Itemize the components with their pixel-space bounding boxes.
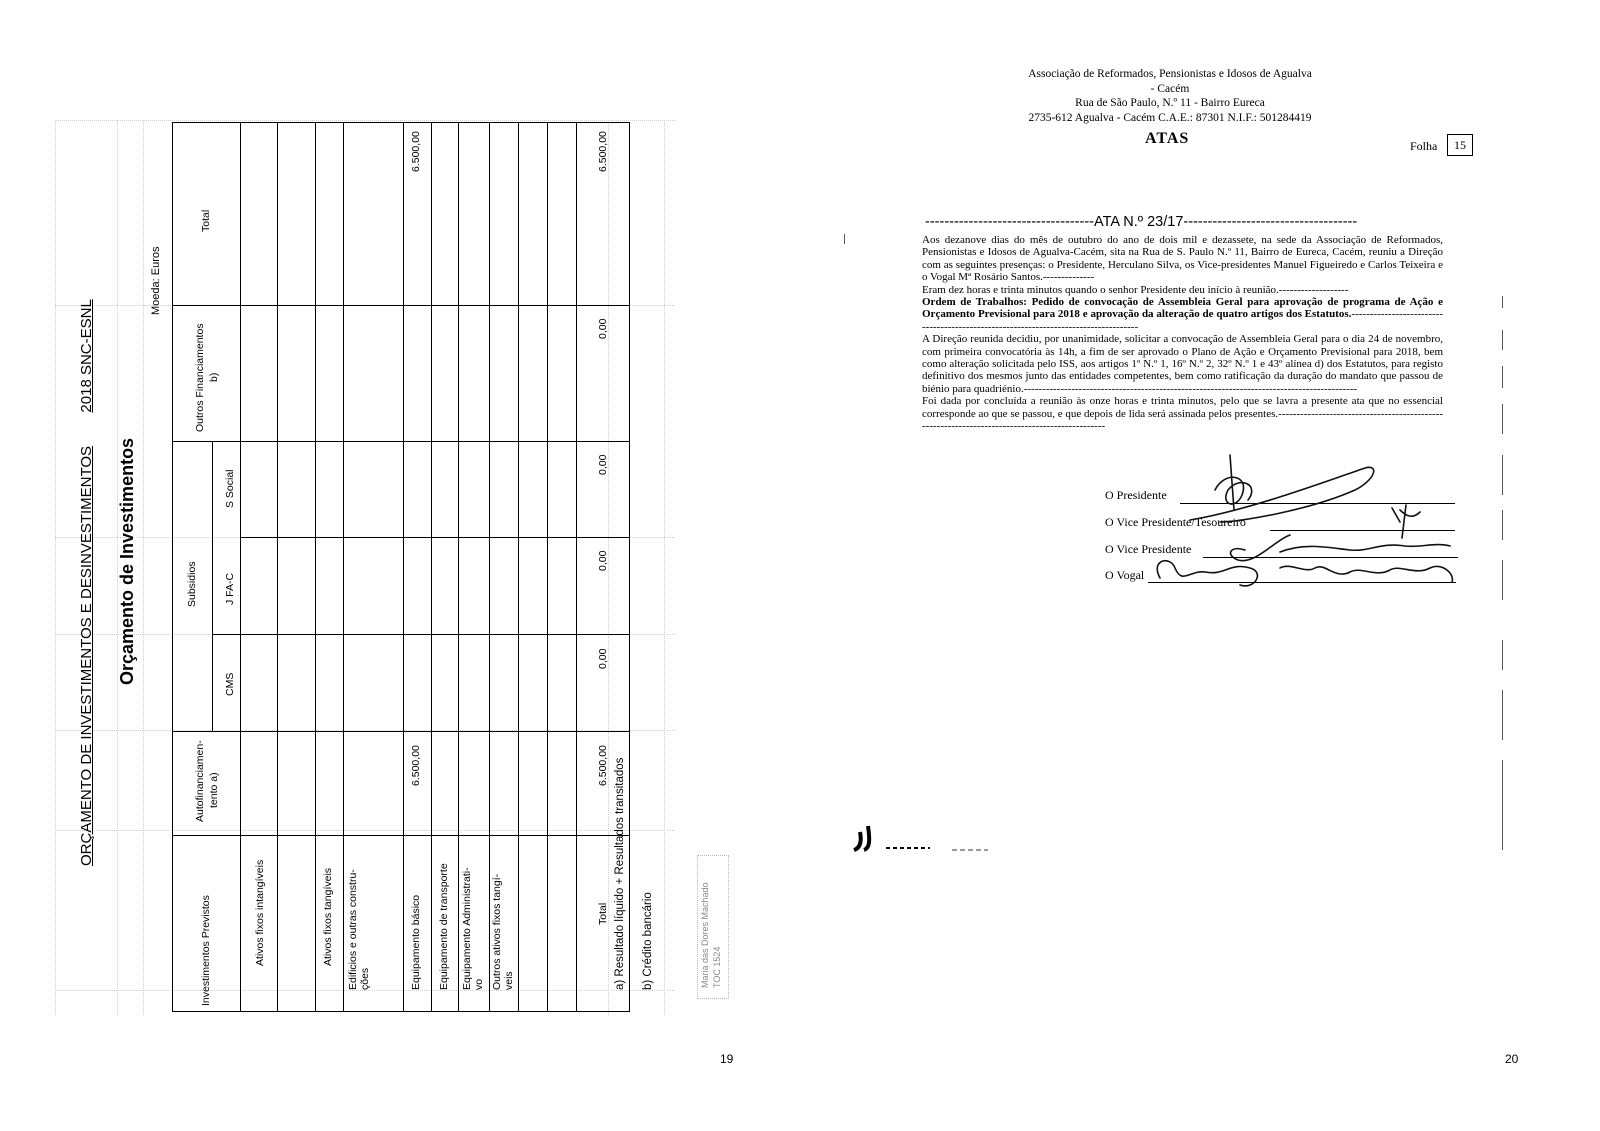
footnote-b: b) Crédito bancário (642, 892, 654, 990)
row-label: Equipamento Administrati- (461, 867, 473, 990)
scan-mark (1502, 366, 1503, 388)
association-header (900, 67, 1440, 125)
signature-label-presidente: O Presidente (1105, 488, 1167, 502)
agenda-dashes: ------------------------------------------------------------------------------------ (922, 308, 1443, 333)
row-label: Equipamento básico (410, 894, 422, 990)
total-ssocial: 0,00 (597, 454, 609, 475)
scan-smudge (848, 822, 998, 857)
handwritten-signatures (1130, 450, 1470, 600)
header-line: Associação de Reformados, Pensionistas e Idosos de Agualva (1028, 68, 1312, 80)
scan-mark (1502, 560, 1503, 600)
header-outros-2: b) (208, 372, 220, 382)
header-autofinanciamento-1: Autofinanciamen- (194, 740, 206, 822)
agenda-text: Ordem de Trabalhos: Pedido de convocação de Assembleia Geral para aprovação de programa de Ação e Orçamento Previsional para 2018 e aprovação da alteração de quatro artigos dos Estatutos. (922, 296, 1443, 321)
total-label: Total (597, 902, 609, 925)
header-line: - Cacém (1150, 82, 1190, 95)
header-ssocial: S Social (224, 469, 236, 508)
minutes-paragraph: Eram dez horas e trinta minutos quando o senhor Presidente deu início à reunião.------------------- (922, 283, 1349, 296)
signature-label-vogal: O Vogal (1105, 568, 1145, 582)
total-cms: 0,00 (597, 648, 609, 669)
currency-label: Moeda: Euros (150, 246, 162, 315)
folha-label: Folha (1410, 139, 1438, 153)
total-total: 6.500,00 (597, 131, 609, 172)
minutes-paragraph: Foi dada por concluída a reunião às onze horas e trinta minutos, pelo que se lavra a presente ata que no essencial corresponde ao que se passou, e que depois de lida será assinada pelos presentes.----------------------------------------------------------------------------------------------- (922, 395, 1443, 433)
header-jfac: J FA-C (224, 572, 236, 605)
header-investimentos: Investimentos Previstos (200, 895, 212, 1006)
header-subsidios: Subsidios (186, 561, 198, 607)
footnote-a: a) Resultado líquido + Resultados transitados (614, 757, 626, 990)
scan-mark (1502, 760, 1503, 850)
year-tag: 2018 SNC-ESNL (78, 299, 95, 413)
page-number: 20 (1505, 1052, 1519, 1066)
scan-mark (1502, 510, 1503, 540)
row-label: Outros ativos fixos tangí- (491, 873, 503, 990)
minutes-paragraph: A Direção reunida decidiu, por unanimidade, solicitar a convocação de Assembleia Geral para o dia 24 de novembro, com primeira convocatória às 14h, a fim de ser aprovado o Plano de Ação e Orçamento Previsional para 2018, bem como alteração solicitada pelo ISS, aos artigos 1º N.º 1, 16º N.º 2, 32º N.º 1 e 43º alínea d) dos Estatutos, para registo definitivo dos mesmos junto das entidades competentes, bem como ratificação da duração do mandato que passou de biénio para quadriénio.------------------------------------------------------------------------------------------- (922, 333, 1443, 395)
row-label: Edificios e outras constru- (347, 869, 359, 990)
value-autofin-equipamento: 6.500,00 (410, 745, 422, 786)
header-total: Total (200, 209, 212, 232)
scan-mark (1502, 330, 1503, 350)
atas-title: ATAS (1145, 130, 1190, 147)
minutes-paragraph: Aos dezanove dias do mês de outubro do ano de dois mil e dezassete, na sede da Associação de Reformados, Pensionistas e Idosos de Agualva-Cacém, sita na Rua de S. Paulo N.º 11, Bairro de Eureca, Cacém, reuniu a Direção com as seguintes presenças: o Presidente, Herculano Silva, os Vice-presidentes Manuel Figueiredo e Carlos Teixeira e o Vogal Mª Rosário Santos.-------------- (922, 234, 1443, 284)
value-total-equipamento: 6.500,00 (410, 131, 422, 172)
total-outros: 0,00 (597, 318, 609, 339)
scan-mark (1502, 690, 1503, 740)
scan-mark (844, 234, 845, 244)
signature-label-vice: O Vice Presidente (1105, 542, 1192, 556)
stamp-name: Maria das Dores Machado (700, 882, 710, 988)
header-autofinanciamento-2: tento a) (208, 772, 220, 808)
row-label: veis (503, 971, 515, 990)
header-line: Rua de São Paulo, N.º 11 - Bairro Eureca (1075, 97, 1265, 109)
row-label: Equipamento de transporte (438, 863, 450, 990)
row-label: Ativos fixos tangíveis (322, 867, 334, 966)
scan-mark (1502, 404, 1503, 434)
minutes-body (922, 234, 1443, 433)
document-title: ORÇAMENTO DE INVESTIMENTOS E DESINVESTIMENTOS 2018 SNC-ESNL (78, 299, 95, 866)
row-label: ções (359, 967, 371, 990)
grid-line (143, 120, 144, 1015)
scan-mark (1502, 455, 1503, 495)
page-number: 19 (720, 1052, 734, 1066)
page-subtitle: Orçamento de Investimentos (117, 437, 137, 685)
header-line: 2735-612 Agualva - Cacém C.A.E.: 87301 N.I.F.: 501284419 (1028, 111, 1312, 124)
grid-line (55, 120, 56, 1015)
total-jfac: 0,00 (597, 550, 609, 571)
stamp-toc: TOC 1524 (712, 946, 722, 988)
ata-number-heading: -----------------------------------ATA N.º 23/17------------------------------------ (925, 214, 1358, 230)
row-label: Ativos fixos intangíveis (254, 859, 266, 966)
total-autofin: 6.500,00 (597, 745, 609, 786)
grid-line (55, 120, 675, 121)
header-outros-1: Outros Financiamentos (194, 323, 206, 432)
scan-mark (1502, 296, 1503, 308)
header-cms: CMS (224, 672, 236, 696)
grid-line (664, 120, 665, 1015)
folha-number: 15 (1447, 134, 1473, 156)
investments-table (172, 122, 630, 1012)
row-label: vo (473, 978, 485, 990)
scan-mark (1502, 640, 1503, 670)
signature-label-vice-tesoureiro: O Vice Presidente/Tesoureiro (1105, 515, 1246, 529)
